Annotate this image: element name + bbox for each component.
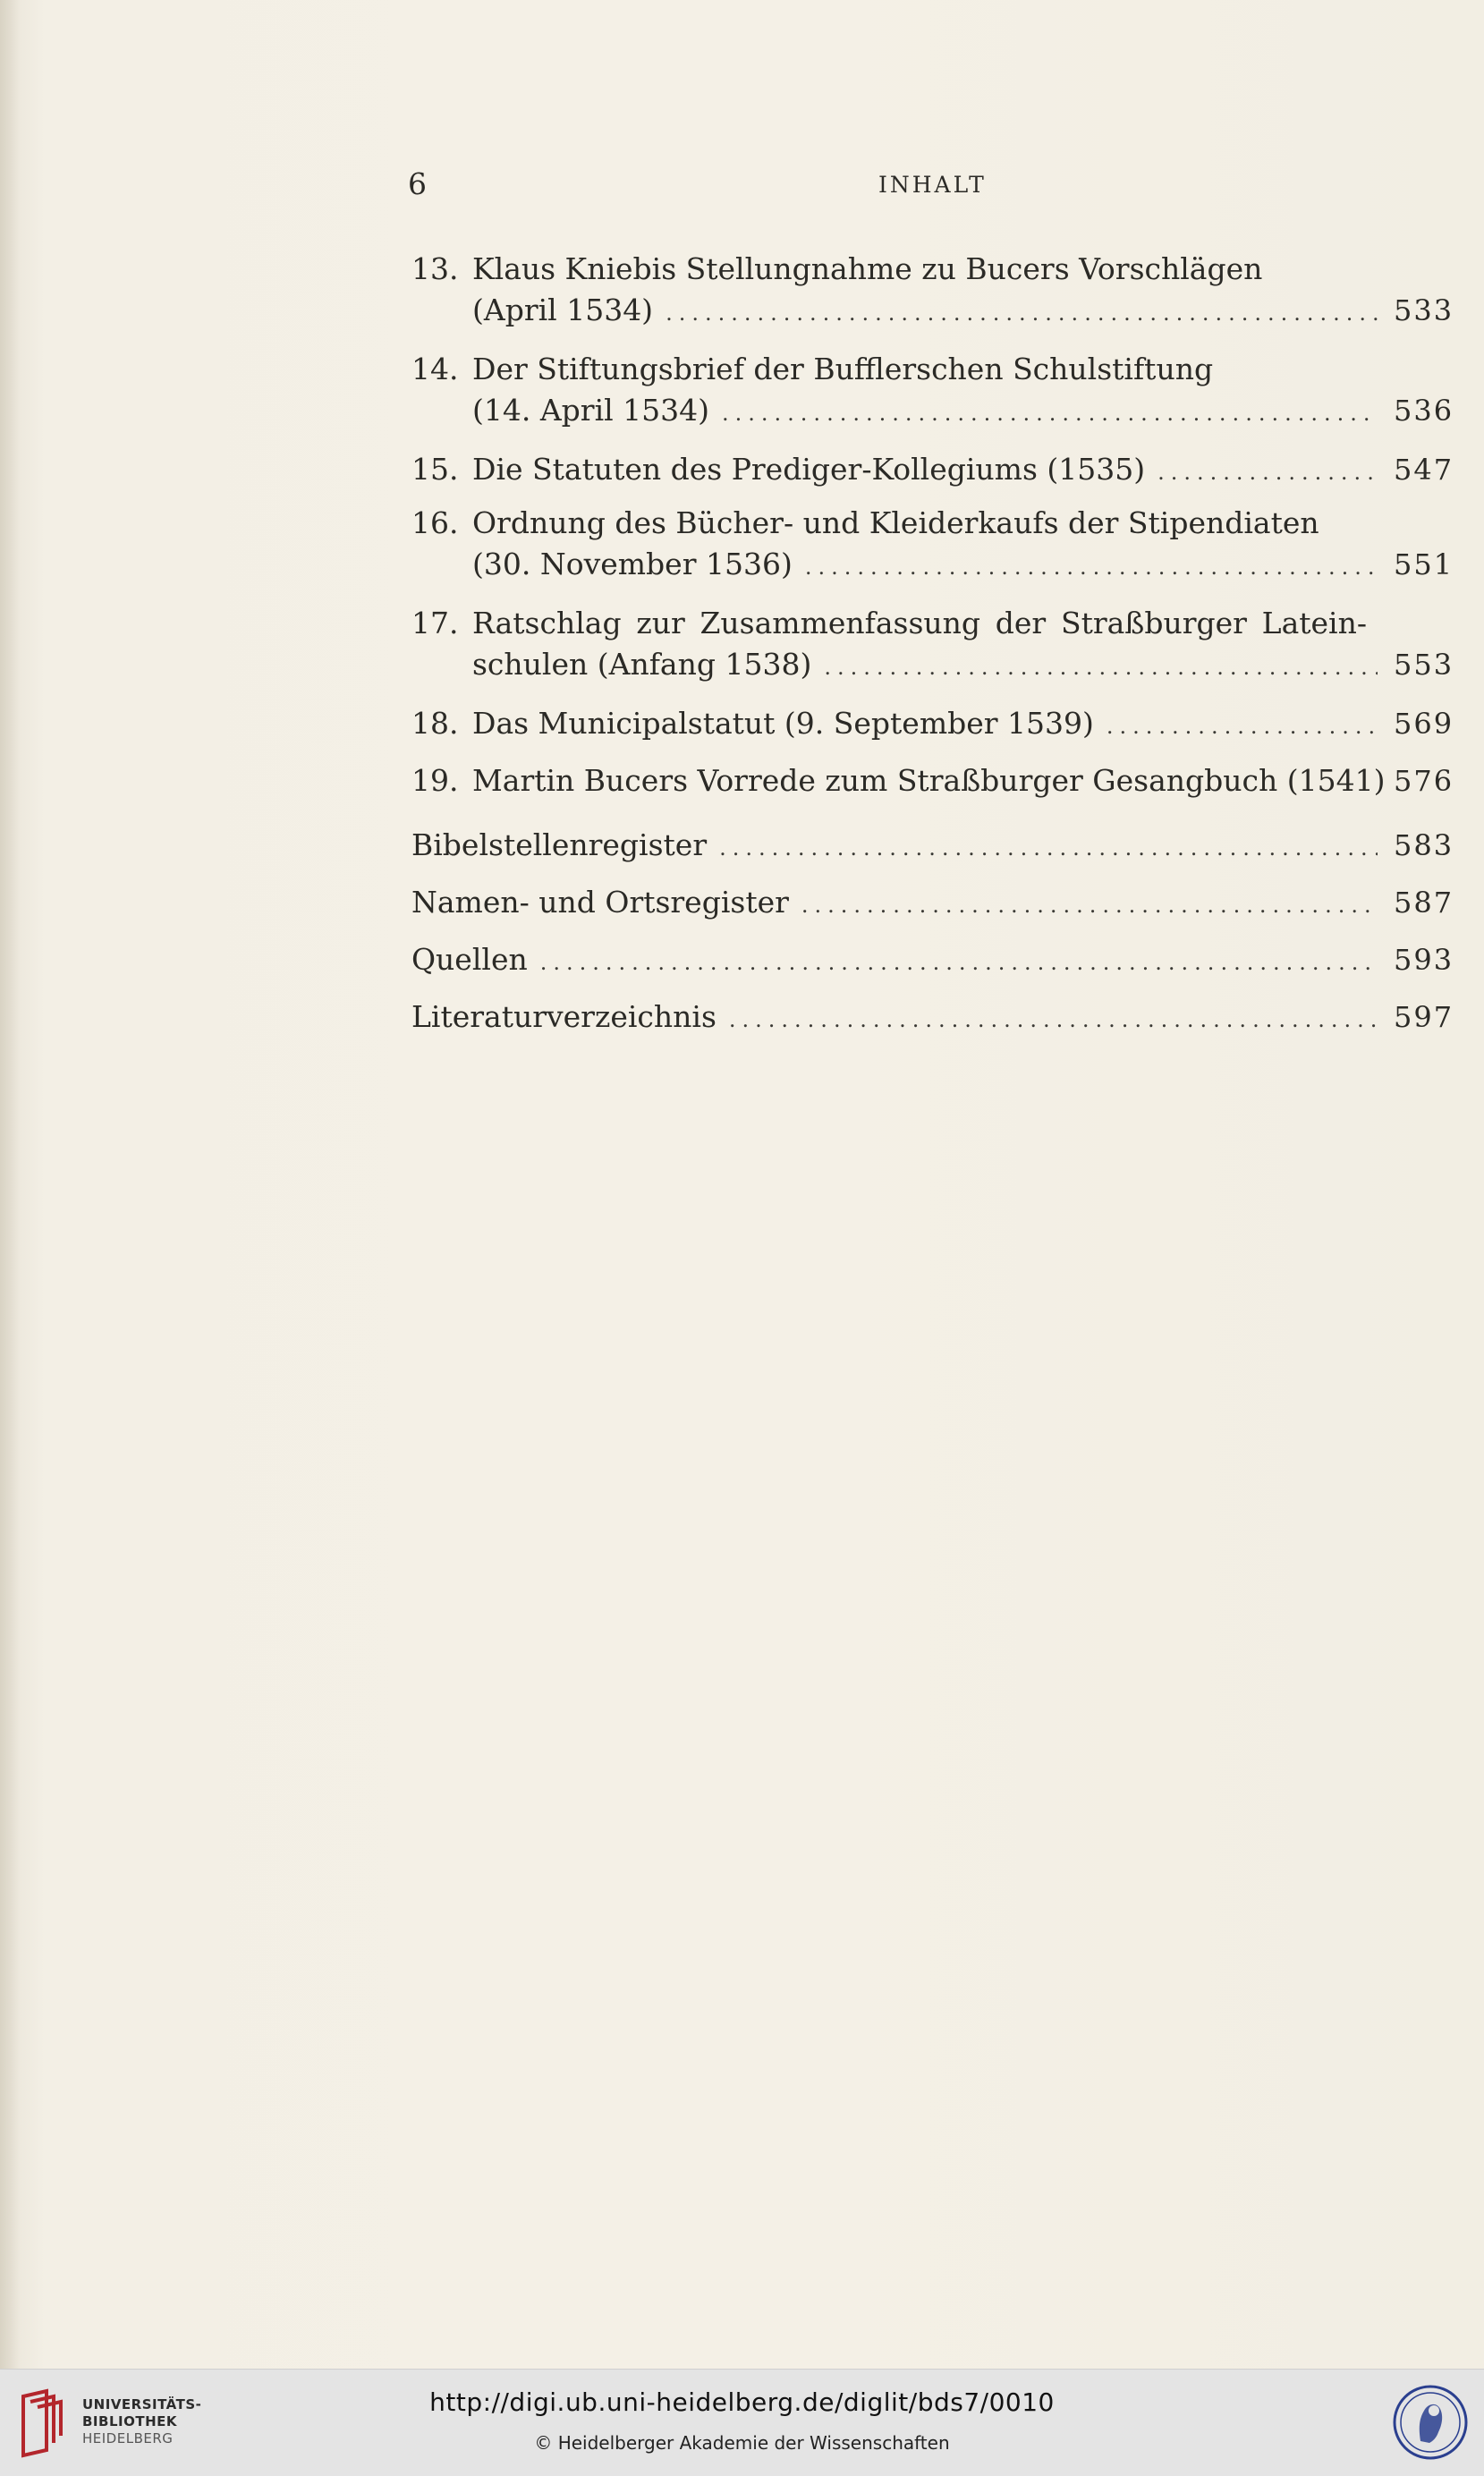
appendix-title: Namen- und Ortsregister [411, 885, 789, 920]
entry-number: 17. [411, 606, 459, 640]
entry-page: 536 [1394, 394, 1454, 428]
entry-page: 576 [1394, 764, 1454, 798]
appendix-title: Bibelstellenregister [411, 827, 708, 862]
entry-page: 569 [1394, 707, 1454, 741]
copyright-notice: © Heidelberger Akademie der Wissenschaften [534, 2432, 950, 2454]
entry-page: 547 [1394, 453, 1454, 487]
entry-title-line: (30. November 1536) [472, 547, 793, 581]
viewer-footer [0, 2369, 1484, 2476]
dot-leader [540, 942, 1378, 983]
entry-title-line: (April 1534) [472, 293, 654, 327]
appendix-page: 583 [1394, 828, 1454, 862]
appendix-page: 597 [1394, 1000, 1454, 1034]
logo-line: BIBLIOTHEK [82, 2413, 177, 2429]
dot-leader [1158, 452, 1378, 493]
entry-title-line: Martin Bucers Vorrede zum Straßburger Gesangbuch (1541) [472, 763, 1386, 798]
dot-leader [722, 393, 1378, 434]
university-seal-icon [1392, 2384, 1469, 2461]
dot-leader [824, 647, 1378, 688]
entry-title-line: schulen (Anfang 1538) [472, 647, 812, 682]
page-edge-shadow [0, 0, 20, 2369]
entry-page: 553 [1394, 648, 1454, 682]
dot-leader [805, 547, 1378, 588]
permalink-url[interactable]: http://digi.ub.uni-heidelberg.de/diglit/bds7/0010 [429, 2387, 1055, 2417]
entry-title-line: Klaus Kniebis Stellungnahme zu Bucers Vorschlägen [472, 251, 1263, 286]
appendix-page: 593 [1394, 943, 1454, 977]
entry-number: 13. [411, 251, 459, 286]
entry-title-line: Ratschlag zur Zusammenfassung der Straßburger Latein- [472, 606, 1367, 640]
appendix-title: Literaturverzeichnis [411, 999, 717, 1034]
entry-number: 16. [411, 505, 459, 540]
page-number: 6 [408, 166, 428, 201]
entry-number: 18. [411, 706, 459, 741]
entry-title-line: Ordnung des Bücher- und Kleiderkaufs der Stipendiaten [472, 505, 1319, 540]
appendix-page: 587 [1394, 886, 1454, 920]
entry-number: 19. [411, 763, 459, 798]
entry-title-line: (14. April 1534) [472, 393, 710, 428]
running-header: INHALT [878, 172, 987, 198]
logo-line: HEIDELBERG [82, 2430, 174, 2446]
dot-leader [666, 293, 1378, 334]
entry-title-line: Die Statuten des Prediger-Kollegiums (1535) [472, 452, 1146, 487]
dot-leader [719, 827, 1378, 869]
entry-title-line: Der Stiftungsbrief der Bufflerschen Schulstiftung [472, 352, 1214, 386]
entry-number: 15. [411, 452, 459, 487]
dot-leader [801, 885, 1378, 926]
entry-number: 14. [411, 352, 459, 386]
appendix-title: Quellen [411, 942, 528, 977]
entry-page: 533 [1394, 293, 1454, 327]
entry-title-line: Das Municipalstatut (9. September 1539) [472, 706, 1094, 741]
dot-leader [1107, 706, 1378, 747]
entry-page: 551 [1394, 547, 1454, 581]
dot-leader [729, 999, 1378, 1040]
logo-line: UNIVERSITÄTS- [82, 2396, 202, 2412]
